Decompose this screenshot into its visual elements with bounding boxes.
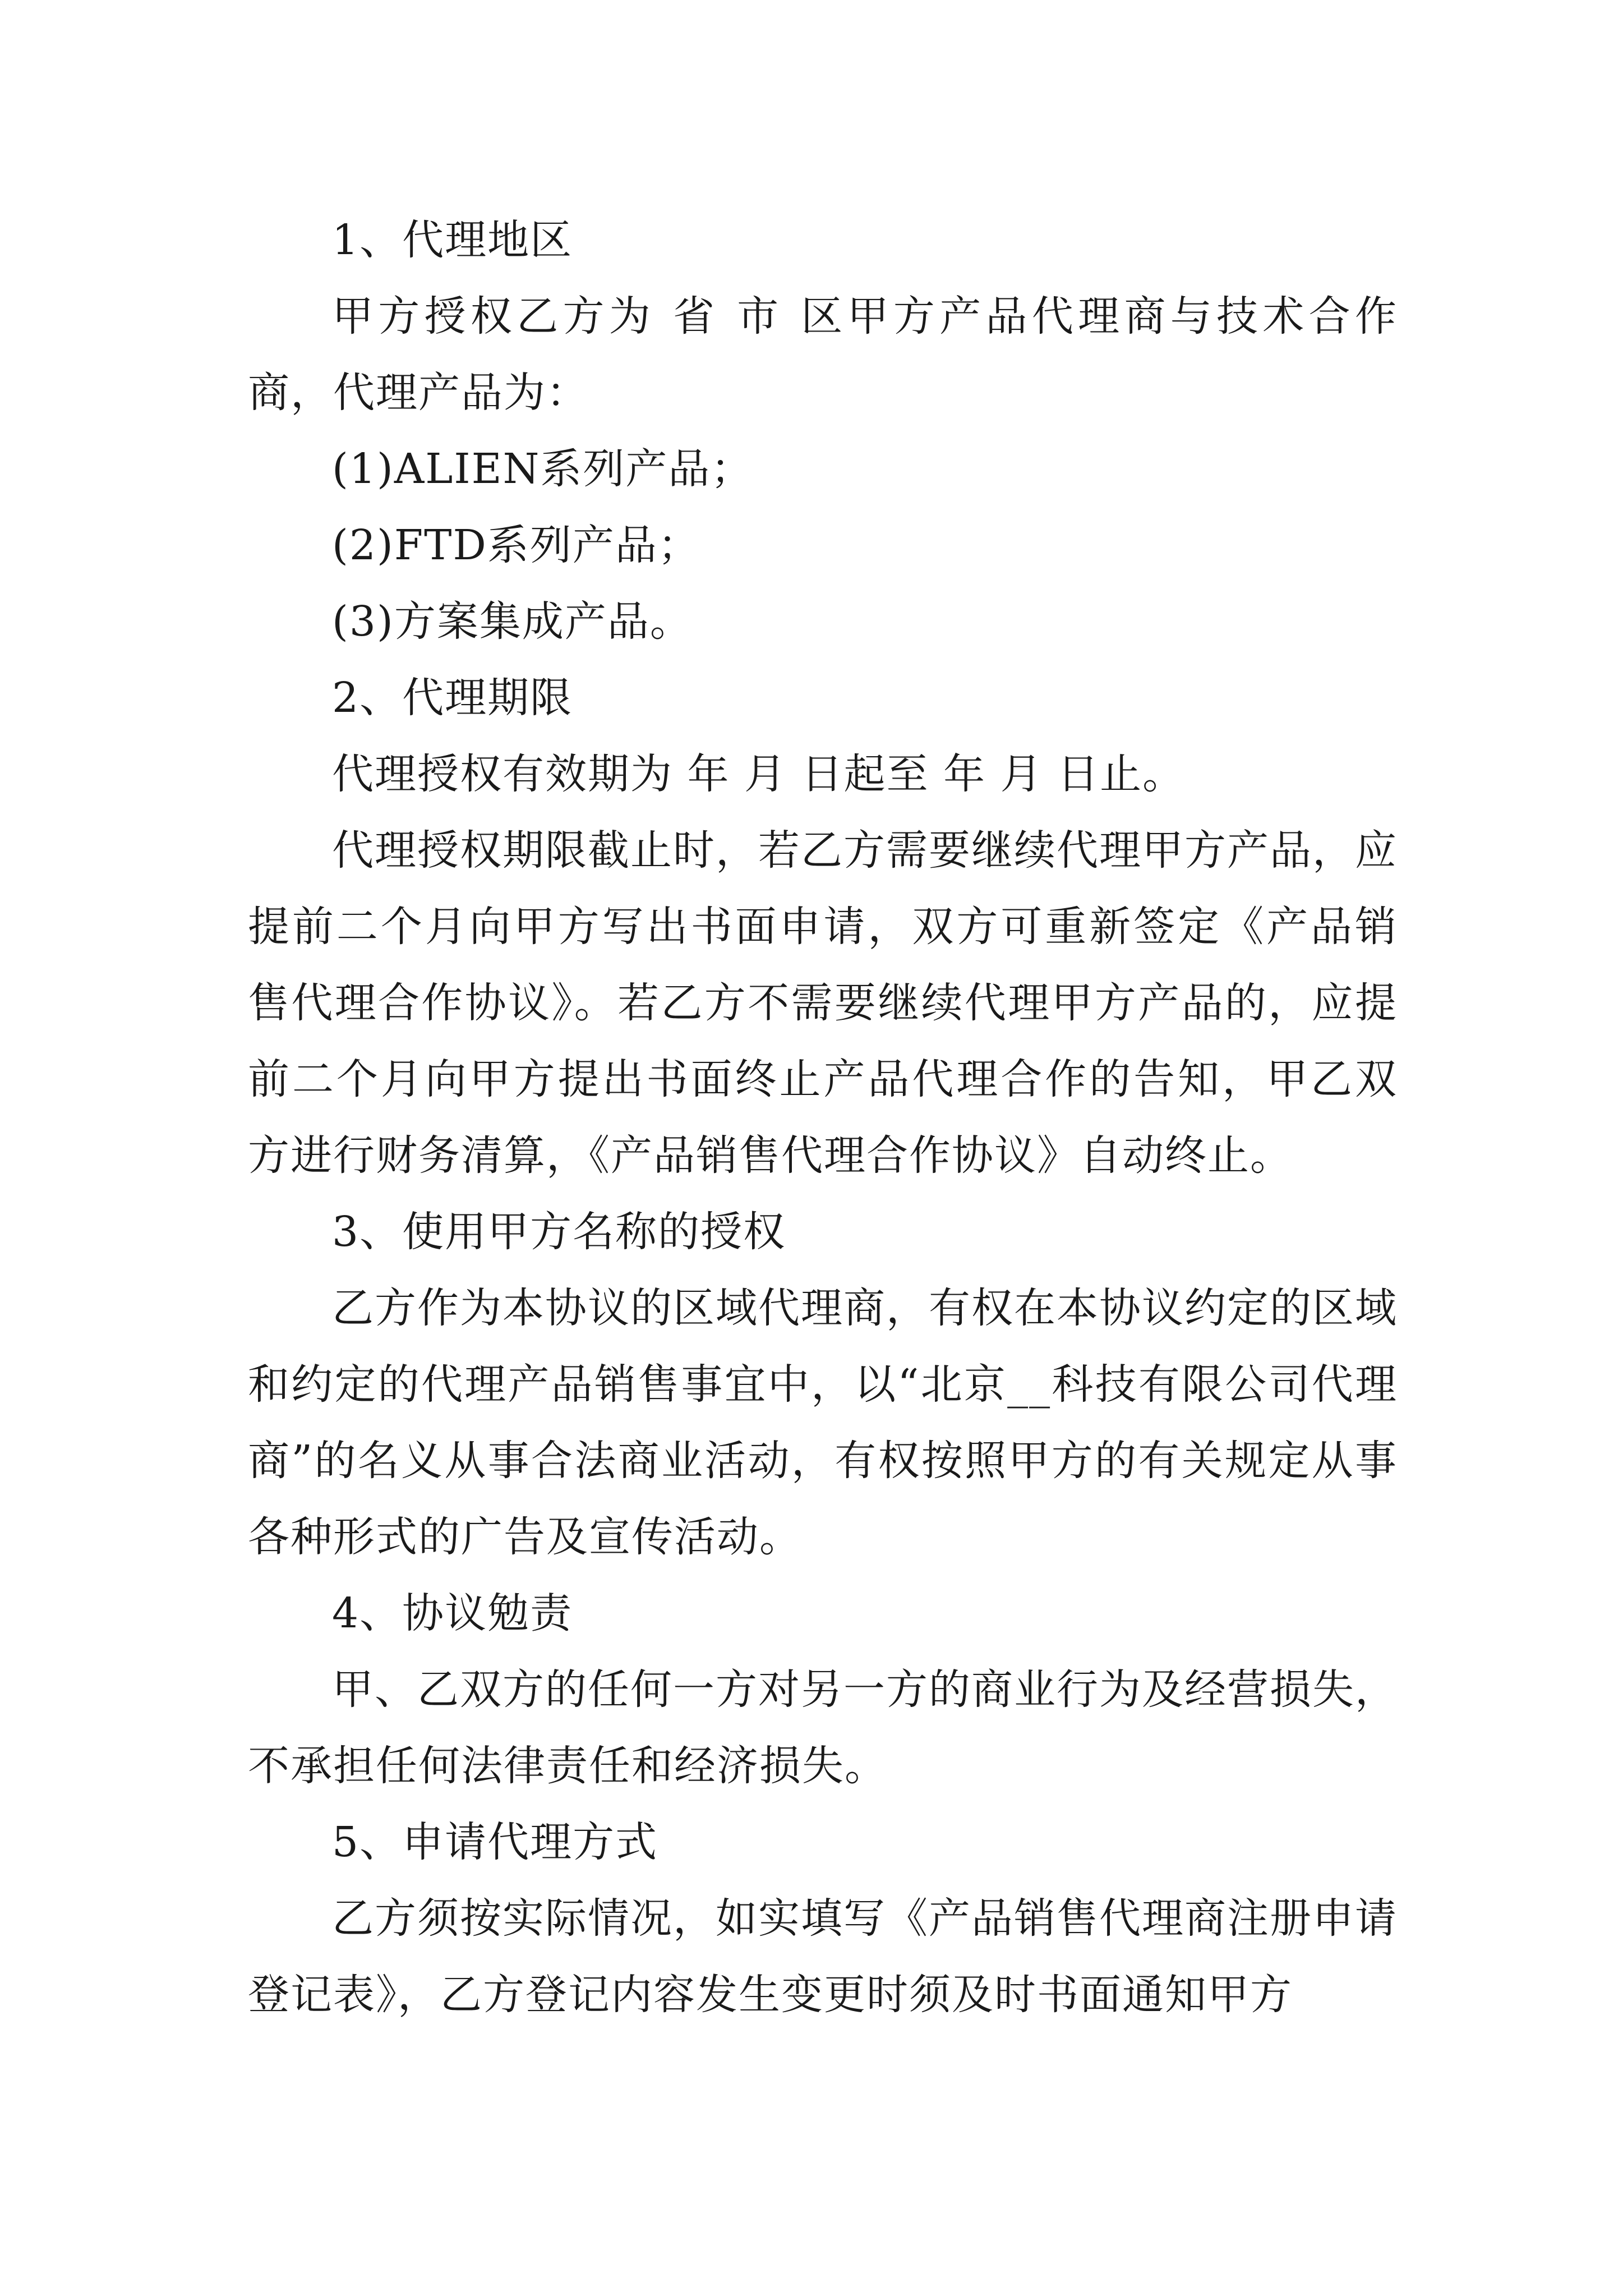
- list-item-alien: (1)ALIEN系列产品；: [332, 445, 754, 493]
- paragraph-exemption: 甲、乙双方的任何一方对另一方的商业行为及经营损失，不承担任何法律责任和经济损失。: [248, 1665, 1398, 1790]
- paragraph-name-use: 乙方作为本协议的区域代理商，有权在本协议约定的区域和约定的代理产品销售事宜中，以“北京__科技有限公司代理商”的名义从事合法商业活动，有权按照甲方的有关规定从事各种形式的广告及宣传活动。: [248, 1284, 1398, 1561]
- paragraph-application: 乙方须按实际情况，如实填写《产品销售代理商注册申请登记表》，乙方登记内容发生变更时须及时书面通知甲方: [248, 1894, 1398, 2019]
- section-heading-exemption: 4、协议勉责: [332, 1589, 573, 1637]
- section-heading-application: 5、申请代理方式: [332, 1818, 658, 1866]
- paragraph-term-renewal: 代理授权期限截止时，若乙方需要继续代理甲方产品，应提前二个月向甲方写出书面申请，双方可重新签定《产品销售代理合作协议》。若乙方不需要继续代理甲方产品的，应提前二个月向甲方提出书面终止产品代理合作的告知，甲乙双方进行财务清算，《产品销售代理合作协议》自动终止。: [248, 826, 1398, 1180]
- list-item-ftd: (2)FTD系列产品；: [332, 521, 700, 569]
- paragraph-region-grant: 甲方授权乙方为 省 市 区甲方产品代理商与技术合作商，代理产品为：: [248, 292, 1398, 417]
- list-item-solution: (3)方案集成产品。: [332, 597, 693, 646]
- section-heading-region: 1、代理地区: [332, 216, 573, 264]
- section-heading-name-use: 3、使用甲方名称的授权: [332, 1208, 786, 1256]
- section-heading-term: 2、代理期限: [332, 674, 573, 722]
- paragraph-term-validity: 代理授权有效期为 年 月 日起至 年 月 日止。: [332, 750, 1186, 798]
- document-body: [248, 202, 1398, 2033]
